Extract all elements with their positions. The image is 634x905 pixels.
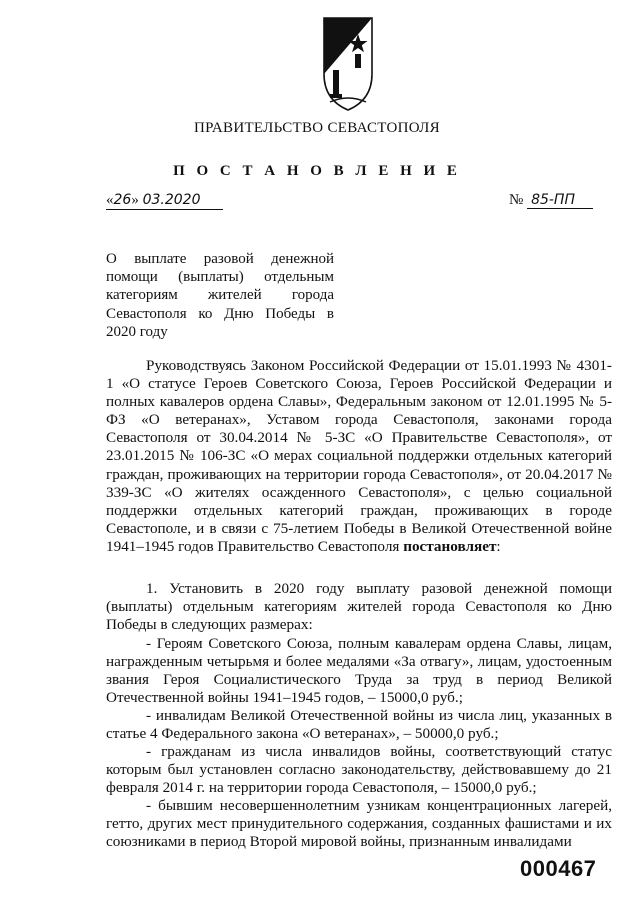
date-day: 26 — [113, 192, 132, 208]
document-number — [509, 192, 593, 209]
serial-number: 000467 — [520, 856, 597, 881]
document-date — [106, 192, 223, 210]
date-open-quote: « — [106, 192, 114, 208]
document-type-heading: П О С Т А Н О В Л Е Н И Е — [173, 163, 461, 179]
number-sign: № — [509, 192, 524, 208]
preamble-paragraph — [106, 357, 612, 556]
number-value: 85-ПП — [527, 192, 593, 209]
list-item: - бывшим несовершеннолетним узникам концентрационных лагерей, гетто, других мест принудительного содержания, созданных фашистами и их союзниками в период Второй мировой войны, признанным инвалидами — [106, 797, 612, 851]
preamble-text: Руководствуясь Законом Российской Федерации от 15.01.1993 № 4301-1 «О статусе Героев Советского Союза, Героев Российской Федерации и полных кавалеров ордена Славы», Федеральным законом от 12.01.1995 № 5-ФЗ «О ветеранах», Уставом города Севастополя, законами города Севастополя от 30.04.2014 № 5-ЗС «О Правительстве Севастополя», от 23.01.2015 № 106-ЗС «О мерах социальной поддержки отдельных категорий граждан, проживающих на территории города Севастополя», от 20.04.2017 № 339-ЗС «О жителях осажденного Севастополя», с целью социальной поддержки отдельных категорий граждан, проживающих в городе Севастополе, и в связи с 75-летием Победы в Великой Отечественной войне 1941–1945 годов Правительство Севастополя — [106, 357, 612, 555]
date-month-year: 03.2020 — [142, 192, 201, 208]
list-item: - инвалидам Великой Отечественной войны из числа лиц, указанных в статье 4 Федерального закона «О ветеранах», – 50000,0 руб.; — [106, 707, 612, 743]
document-subject: О выплате разовой денежной помощи (выплаты) отдельным категориям жителей города Севастополя ко Дню Победы в 2020 году — [106, 251, 334, 340]
list-item: - гражданам из числа инвалидов войны, соответствующий статус которым был установлен согласно законодательству, действовавшему до 21 февраля 2014 г. на территории города Севастополя, – 15000,0 руб.; — [106, 743, 612, 797]
date-close-quote: » — [131, 192, 139, 208]
clause-1: 1. Установить в 2020 году выплату разовой денежной помощи (выплаты) отдельным категориям жителей города Севастополя ко Дню Победы в следующих размерах: — [106, 580, 612, 634]
preamble-verb: постановляет — [403, 537, 497, 555]
list-item: - Героям Советского Союза, полным кавалерам ордена Славы, лицам, награжденным четырьмя и более медалями «За отвагу», лицам, удостоенным звания Героя Социалистического Труда за труд в период Великой Отечественной войны 1941–1945 годов, – 15000,0 руб.; — [106, 635, 612, 707]
preamble-colon: : — [496, 537, 501, 555]
coat-of-arms-emblem — [322, 14, 374, 114]
government-title: ПРАВИТЕЛЬСТВО СЕВАСТОПОЛЯ — [194, 120, 440, 136]
